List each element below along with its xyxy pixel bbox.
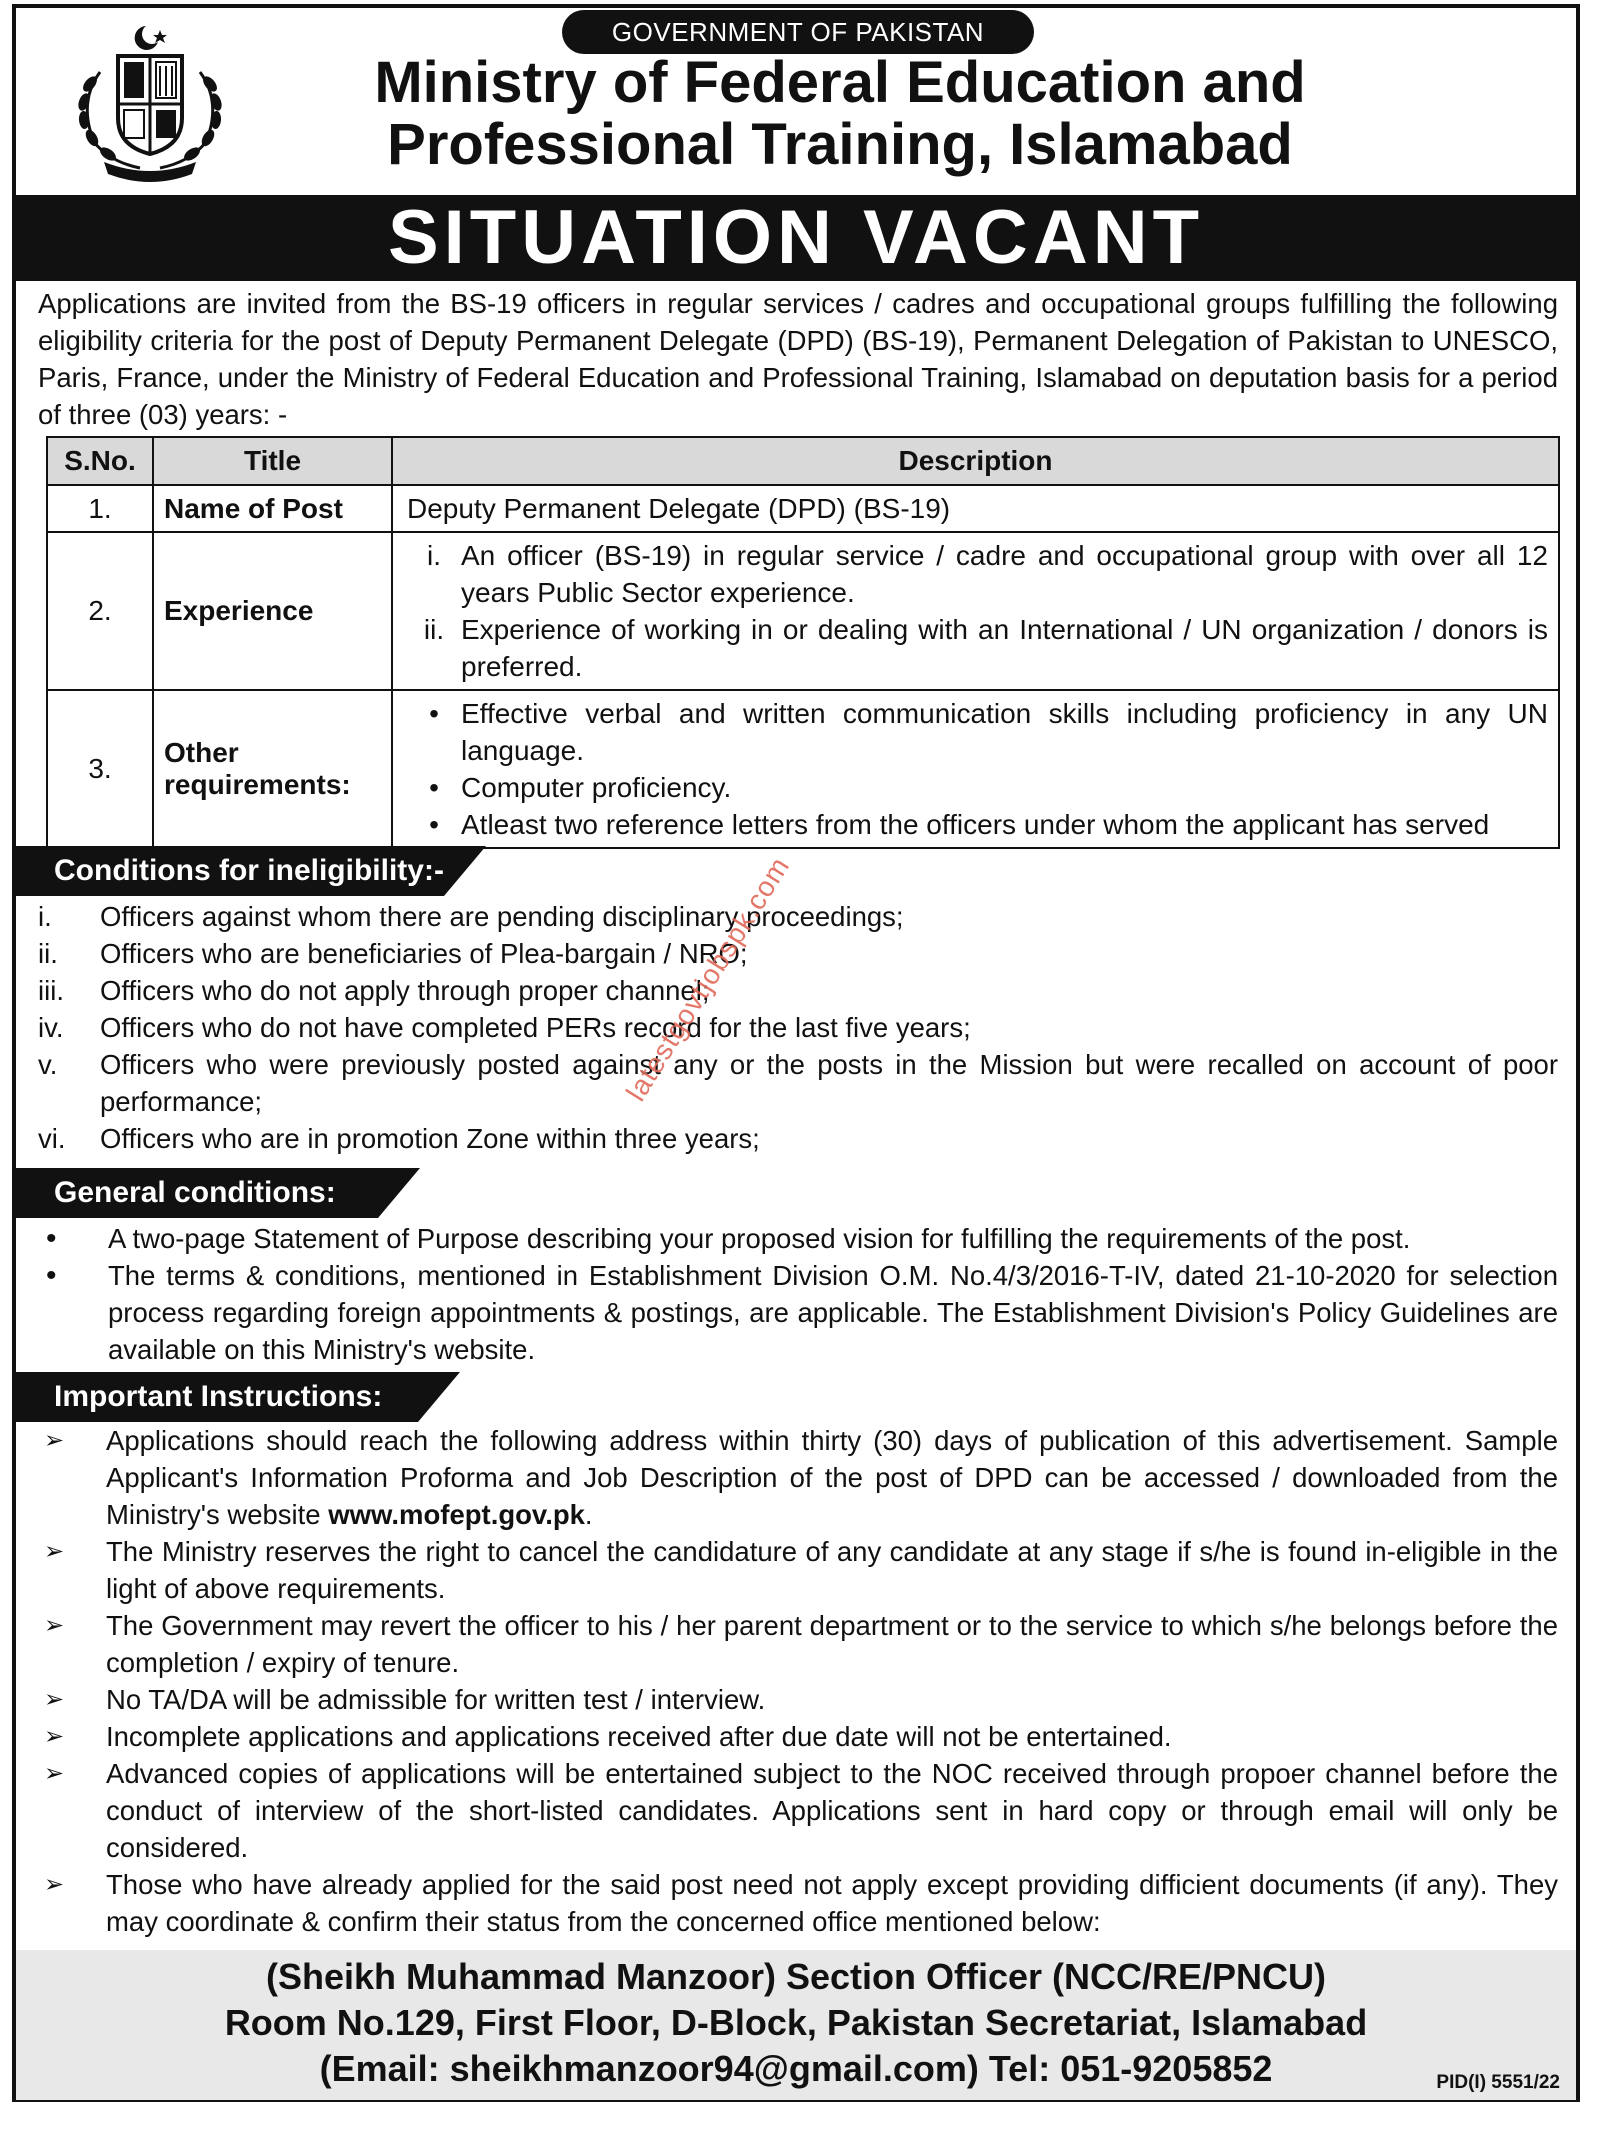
general-conditions-list bbox=[38, 1220, 1558, 1368]
situation-vacant-banner: SITUATION VACANT bbox=[16, 195, 1576, 281]
item-text: Those who have already applied for the said post need not apply except providing difficient documents (if any). They may coordinate & confirm their status from the concerned office mentioned below: bbox=[106, 1869, 1558, 1937]
ministry-website-link[interactable]: www.mofept.gov.pk bbox=[328, 1499, 585, 1530]
row-title: Other requirements: bbox=[153, 690, 392, 848]
arrow-bullet-icon: ➢ bbox=[44, 1686, 65, 1713]
list-item bbox=[38, 1422, 1558, 1533]
arrow-bullet-icon: ➢ bbox=[44, 1612, 65, 1639]
item-text: Advanced copies of applications will be entertained subject to the NOC received through propoer channel before the conduct of interview of the short-listed candidates. Applications sent in hard copy or through email will only be considered. bbox=[106, 1758, 1558, 1863]
item-text: A two-page Statement of Purpose describing your proposed vision for fulfilling the requirements of the post. bbox=[108, 1223, 1411, 1254]
item-text: Officers who do not apply through proper channel; bbox=[100, 975, 710, 1006]
list-item bbox=[407, 611, 1548, 685]
item-marker: i. bbox=[38, 901, 52, 932]
item-marker: vi. bbox=[38, 1123, 66, 1154]
watermark: latestgovtjobspk.com bbox=[620, 851, 796, 1107]
arrow-bullet-icon: ➢ bbox=[44, 1760, 65, 1787]
pid-number: PID(I) 5551/22 bbox=[1436, 2072, 1560, 2093]
item-marker: ii. bbox=[38, 938, 58, 969]
row-description bbox=[392, 690, 1559, 848]
arrow-bullet-icon: ➢ bbox=[44, 1538, 65, 1565]
contact-address: Room No.129, First Floor, D-Block, Pakistan Secretariat, Islamabad bbox=[224, 2002, 1368, 2043]
item-marker: iv. bbox=[38, 1012, 64, 1043]
table-header-row bbox=[47, 437, 1559, 485]
bullet-icon: • bbox=[429, 698, 439, 729]
arrow-bullet-icon: ➢ bbox=[44, 1871, 65, 1898]
list-item bbox=[38, 1220, 1558, 1257]
row-sno: 3. bbox=[47, 690, 153, 848]
header-sno: S.No. bbox=[47, 437, 153, 485]
item-text: Officers against whom there are pending disciplinary proceedings; bbox=[100, 901, 904, 932]
bullet-icon: • bbox=[429, 809, 439, 840]
item-text: The Ministry reserves the right to cancel the candidature of any candidate at any stage if s/he is found in-eligible in the light of above requirements. bbox=[106, 1536, 1558, 1604]
row-sno: 1. bbox=[47, 485, 153, 532]
item-text: Computer proficiency. bbox=[461, 772, 732, 803]
item-marker: ii. bbox=[423, 614, 445, 645]
list-item bbox=[38, 1046, 1558, 1120]
item-text: Atleast two reference letters from the officers under whom the applicant has served bbox=[461, 809, 1490, 840]
ministry-title-line2: Professional Training, Islamabad bbox=[387, 112, 1293, 177]
ineligibility-heading: Conditions for ineligibility:- bbox=[16, 846, 444, 896]
header-title: Title bbox=[153, 437, 392, 485]
government-label: GOVERNMENT OF PAKISTAN bbox=[562, 10, 1034, 54]
list-item bbox=[38, 1257, 1558, 1368]
list-item bbox=[38, 935, 1558, 972]
item-text: Officers who were previously posted against any or the posts in the Mission but were recalled on account of poor performance; bbox=[100, 1049, 1558, 1117]
item-text: Experience of working in or dealing with an International / UN organization / donors is preferred. bbox=[461, 614, 1548, 682]
list-item bbox=[38, 972, 1558, 1009]
ministry-title-line1: Ministry of Federal Education and bbox=[374, 50, 1306, 115]
contact-email-phone: (Email: sheikhmanzoor94@gmail.com) Tel: 051-9205852 bbox=[319, 2048, 1273, 2089]
list-item bbox=[38, 1533, 1558, 1607]
list-item bbox=[407, 695, 1548, 769]
item-text-body: Applications should reach the following address within thirty (30) days of publication of this advertisement. Sample Applicant's Information Proforma and Job Description of the post of DPD can be accessed / downloaded from the Ministry's website bbox=[106, 1425, 1558, 1530]
item-text: Incomplete applications and applications received after due date will not be entertained. bbox=[106, 1721, 1172, 1752]
row-sno: 2. bbox=[47, 532, 153, 690]
contact-block bbox=[16, 1950, 1576, 2100]
list-item bbox=[38, 1718, 1558, 1755]
item-text: The terms & conditions, mentioned in Establishment Division O.M. No.4/3/2016-T-IV, dated 21-10-2020 for selection process regarding foreign appointments & postings, are applicable. The Establishment Division's Policy Guidelines are available on this Ministry's website. bbox=[108, 1260, 1558, 1365]
header-description: Description bbox=[392, 437, 1559, 485]
list-item bbox=[38, 1607, 1558, 1681]
item-text: No TA/DA will be admissible for written test / interview. bbox=[106, 1684, 766, 1715]
row-title: Experience bbox=[153, 532, 392, 690]
ministry-title bbox=[300, 52, 1380, 176]
item-text bbox=[106, 1422, 1558, 1533]
list-item bbox=[38, 898, 1558, 935]
arrow-bullet-icon: ➢ bbox=[44, 1723, 65, 1750]
item-marker: iii. bbox=[38, 975, 64, 1006]
item-text: Officers who are beneficiaries of Plea-bargain / NRO; bbox=[100, 938, 748, 969]
list-item bbox=[38, 1120, 1558, 1157]
general-conditions-heading: General conditions: bbox=[16, 1168, 378, 1218]
bullet-icon: • bbox=[429, 772, 439, 803]
contact-name: (Sheikh Muhammad Manzoor) Section Officer (NCC/RE/PNCU) bbox=[265, 1956, 1327, 1997]
table-row bbox=[47, 485, 1559, 532]
list-item bbox=[407, 769, 1548, 806]
list-item bbox=[407, 806, 1548, 843]
row-title: Name of Post bbox=[153, 485, 392, 532]
item-text: Effective verbal and written communication skills including proficiency in any UN language. bbox=[461, 698, 1548, 766]
state-emblem-icon bbox=[60, 22, 240, 182]
arrow-bullet-icon: ➢ bbox=[44, 1427, 65, 1454]
bullet-icon: • bbox=[46, 1259, 57, 1292]
ineligibility-list bbox=[38, 898, 1558, 1157]
item-text: Officers who do not have completed PERs record for the last five years; bbox=[100, 1012, 971, 1043]
item-text-end: . bbox=[584, 1499, 593, 1530]
row-description: Deputy Permanent Delegate (DPD) (BS-19) bbox=[392, 485, 1559, 532]
bullet-icon: • bbox=[46, 1222, 57, 1255]
instructions-heading: Important Instructions: bbox=[16, 1372, 418, 1422]
row-description bbox=[392, 532, 1559, 690]
intro-paragraph: Applications are invited from the BS-19 officers in regular services / cadres and occupational groups fulfilling the following eligibility criteria for the post of Deputy Permanent Delegate (DPD) (BS-19), Permanent Delegation of Pakistan to UNESCO, Paris, France, under the Ministry of Federal Education and Professional Training, Islamabad on deputation basis for a period of three (03) years: - bbox=[38, 288, 1558, 430]
list-item bbox=[38, 1681, 1558, 1718]
item-text: The Government may revert the officer to his / her parent department or to the service to which s/he belongs before the completion / expiry of tenure. bbox=[106, 1610, 1558, 1678]
item-text: An officer (BS-19) in regular service / cadre and occupational group with over all 12 years Public Sector experience. bbox=[461, 540, 1548, 608]
item-text: Officers who are in promotion Zone within three years; bbox=[100, 1123, 760, 1154]
table-row bbox=[47, 532, 1559, 690]
instructions-list bbox=[38, 1422, 1558, 1940]
requirements-table bbox=[46, 436, 1560, 849]
item-marker: v. bbox=[38, 1049, 58, 1080]
list-item bbox=[38, 1866, 1558, 1940]
list-item bbox=[38, 1755, 1558, 1866]
list-item bbox=[407, 537, 1548, 611]
table-row bbox=[47, 690, 1559, 848]
list-item bbox=[38, 1009, 1558, 1046]
item-marker: i. bbox=[427, 540, 441, 571]
